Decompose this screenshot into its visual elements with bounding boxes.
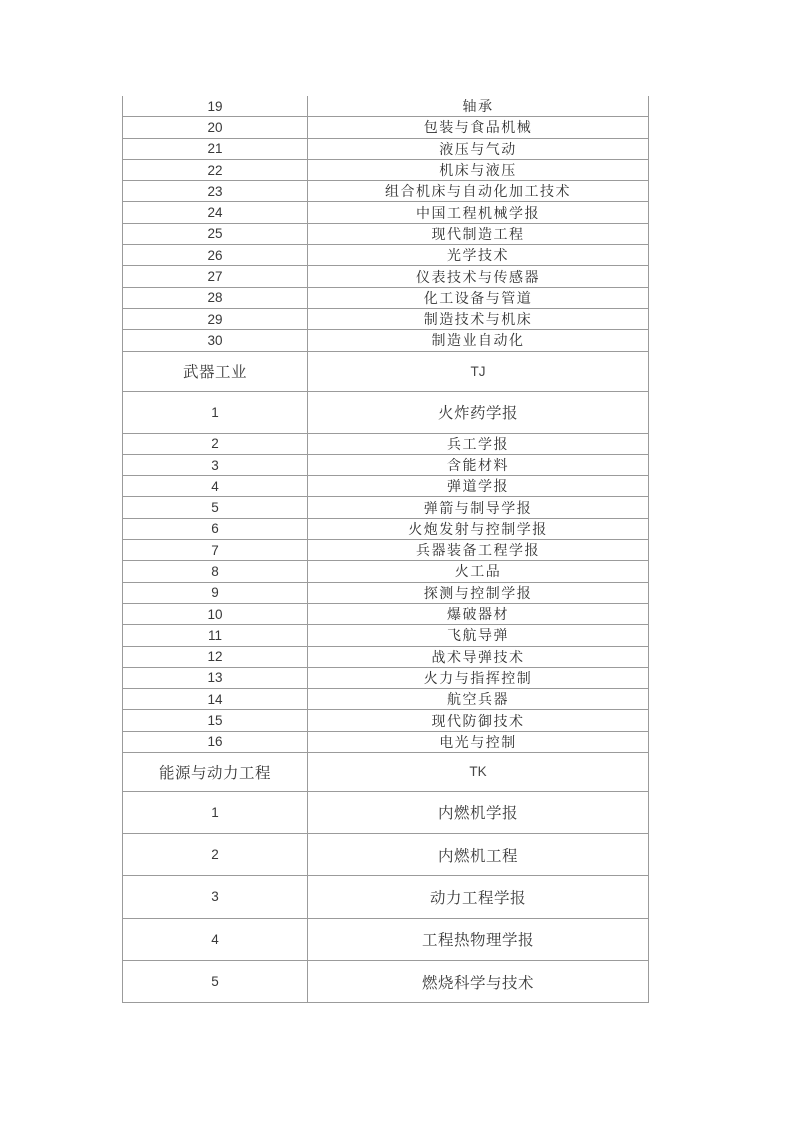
table-row <box>122 160 649 181</box>
table-row <box>122 540 649 561</box>
category-code-cell: TJ <box>308 352 649 391</box>
row-number-cell: 5 <box>122 497 308 517</box>
row-number-cell: 2 <box>122 834 308 875</box>
row-number-cell: 29 <box>122 309 308 329</box>
row-number-cell: 5 <box>122 961 308 1002</box>
table-row <box>122 710 649 731</box>
table-row <box>122 792 649 834</box>
row-number-cell: 24 <box>122 202 308 222</box>
table-row <box>122 961 649 1003</box>
table-row <box>122 583 649 604</box>
table-row <box>122 519 649 540</box>
journal-name-cell: 弹道学报 <box>308 476 649 496</box>
journal-name-cell: 内燃机工程 <box>308 834 649 875</box>
journal-name-cell: 爆破器材 <box>308 604 649 624</box>
row-number-cell: 4 <box>122 919 308 960</box>
journal-name-cell: 火工品 <box>308 561 649 581</box>
journal-name-cell: 仪表技术与传感器 <box>308 266 649 286</box>
row-number-cell: 1 <box>122 392 308 433</box>
row-number-cell: 2 <box>122 434 308 454</box>
journal-name-cell: 组合机床与自动化加工技术 <box>308 181 649 201</box>
journal-name-cell: 光学技术 <box>308 245 649 265</box>
row-number-cell: 30 <box>122 330 308 350</box>
row-number-cell: 28 <box>122 288 308 308</box>
row-number-cell: 7 <box>122 540 308 560</box>
row-number-cell: 23 <box>122 181 308 201</box>
row-number-cell: 15 <box>122 710 308 730</box>
row-number-cell: 26 <box>122 245 308 265</box>
table-row <box>122 96 649 117</box>
journal-name-cell: 动力工程学报 <box>308 876 649 917</box>
table-row <box>122 117 649 138</box>
row-number-cell: 6 <box>122 519 308 539</box>
table-row <box>122 647 649 668</box>
table-row <box>122 266 649 287</box>
table-row <box>122 497 649 518</box>
journal-name-cell: 现代制造工程 <box>308 224 649 244</box>
journal-name-cell: 航空兵器 <box>308 689 649 709</box>
table-row <box>122 224 649 245</box>
journal-name-cell: 含能材料 <box>308 455 649 475</box>
journal-name-cell: 工程热物理学报 <box>308 919 649 960</box>
table-row <box>122 625 649 646</box>
table-row <box>122 434 649 455</box>
table-row <box>122 202 649 223</box>
journal-name-cell: 兵器装备工程学报 <box>308 540 649 560</box>
journal-name-cell: 火力与指挥控制 <box>308 668 649 688</box>
journal-name-cell: 兵工学报 <box>308 434 649 454</box>
table-row <box>122 181 649 202</box>
table-row <box>122 732 649 753</box>
row-number-cell: 9 <box>122 583 308 603</box>
row-number-cell: 20 <box>122 117 308 137</box>
journal-name-cell: 火炮发射与控制学报 <box>308 519 649 539</box>
journal-name-cell: 中国工程机械学报 <box>308 202 649 222</box>
journal-name-cell: 现代防御技术 <box>308 710 649 730</box>
journal-name-cell: 制造技术与机床 <box>308 309 649 329</box>
journal-name-cell: 火炸药学报 <box>308 392 649 433</box>
row-number-cell: 4 <box>122 476 308 496</box>
journal-name-cell: 战术导弹技术 <box>308 647 649 667</box>
table-row <box>122 139 649 160</box>
category-header-row <box>122 352 649 392</box>
category-name-cell: 能源与动力工程 <box>122 753 308 791</box>
journal-name-cell: 机床与液压 <box>308 160 649 180</box>
row-number-cell: 12 <box>122 647 308 667</box>
journal-name-cell: 制造业自动化 <box>308 330 649 350</box>
table-row <box>122 919 649 961</box>
journal-name-cell: 弹箭与制导学报 <box>308 497 649 517</box>
journal-name-cell: 探测与控制学报 <box>308 583 649 603</box>
table-row <box>122 876 649 918</box>
journal-name-cell: 内燃机学报 <box>308 792 649 833</box>
table-row <box>122 245 649 266</box>
table-row <box>122 668 649 689</box>
journal-name-cell: 电光与控制 <box>308 732 649 752</box>
journal-name-cell: 轴承 <box>308 96 649 116</box>
table-row <box>122 561 649 582</box>
table-row <box>122 392 649 434</box>
table-row <box>122 288 649 309</box>
row-number-cell: 13 <box>122 668 308 688</box>
category-code-cell: TK <box>308 753 649 791</box>
category-header-row <box>122 753 649 792</box>
row-number-cell: 16 <box>122 732 308 752</box>
table-row <box>122 476 649 497</box>
row-number-cell: 11 <box>122 625 308 645</box>
journal-name-cell: 液压与气动 <box>308 139 649 159</box>
table-row <box>122 604 649 625</box>
table-row <box>122 689 649 710</box>
row-number-cell: 1 <box>122 792 308 833</box>
table-row <box>122 330 649 351</box>
category-name-cell: 武器工业 <box>122 352 308 391</box>
row-number-cell: 21 <box>122 139 308 159</box>
row-number-cell: 10 <box>122 604 308 624</box>
table-row <box>122 309 649 330</box>
journal-name-cell: 包装与食品机械 <box>308 117 649 137</box>
journal-name-cell: 燃烧科学与技术 <box>308 961 649 1002</box>
row-number-cell: 3 <box>122 876 308 917</box>
journal-name-cell: 飞航导弹 <box>308 625 649 645</box>
table-row <box>122 834 649 876</box>
row-number-cell: 19 <box>122 96 308 116</box>
row-number-cell: 3 <box>122 455 308 475</box>
journal-table <box>122 96 649 1003</box>
row-number-cell: 8 <box>122 561 308 581</box>
row-number-cell: 25 <box>122 224 308 244</box>
row-number-cell: 14 <box>122 689 308 709</box>
journal-name-cell: 化工设备与管道 <box>308 288 649 308</box>
table-row <box>122 455 649 476</box>
row-number-cell: 22 <box>122 160 308 180</box>
row-number-cell: 27 <box>122 266 308 286</box>
